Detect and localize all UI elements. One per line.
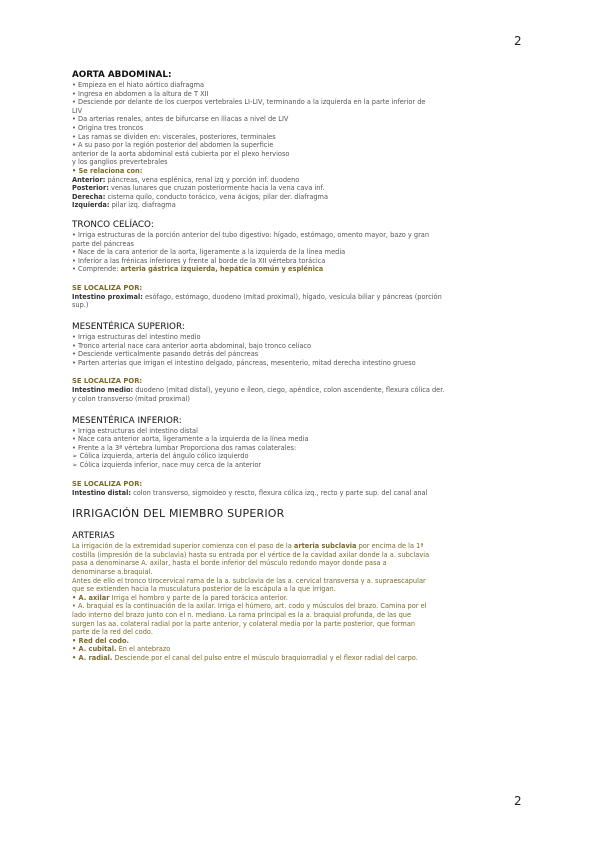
loc-title: SE LOCALIZA POR: (72, 283, 143, 292)
page-number-top: 2 (514, 34, 522, 48)
text-line: • Nace de la cara anterior de la aorta, ligeramente a la izquierda de la línea media (72, 248, 346, 257)
para-line: pasa a denominarse A. axilar, hasta el borde inferior del músculo redondo mayor donde pasa a (72, 559, 387, 568)
text-line: • Irriga estructuras de la porción anterior del tubo digestivo: hígado, estómago, omento mayor, bazo y gran (72, 230, 430, 239)
text-run-bold: arteria subclavia (293, 542, 357, 551)
relation-izquierda (72, 201, 532, 210)
text-line: • Tronco arterial nace cara anterior aorta abdominal, bajo tronco celíaco (72, 341, 312, 350)
text-line: LIV (72, 106, 83, 115)
text-line: ➢ Cólica izquierda, arteria del ángulo cólico izquierdo (72, 452, 249, 461)
text-line: • Empieza en el hiato aórtico diafragma (72, 81, 205, 89)
text-line: • Da arterias renales, antes de bifurcarse en iliacas a nivel de LIV (72, 115, 289, 124)
text-line: • Irriga estructuras del intestino distal (72, 426, 198, 435)
radial-text: Desciende por el canal del pulso entre el músculo braquiorradial y el flexor radial del carpo. (112, 653, 418, 662)
section-title-aorta: AORTA ABDOMINAL: (72, 70, 172, 80)
loc-text: esófago, estómago, duodeno (mitad proximal), hígado, vesícula biliar y páncreas (porción (142, 292, 442, 301)
text-line: • Nace cara anterior aorta, ligeramente a la izquierda de la línea media (72, 435, 309, 444)
text-run: por encima de la 1ª (356, 542, 424, 551)
text-line: • Frente a la 3ª vértebra lumbar Proporciona dos ramas colaterales: (72, 443, 297, 452)
section-title-irrigacion: IRRIGACIÓN DEL MIEMBRO SUPERIOR (72, 507, 285, 521)
subtitle-arterias: ARTERIAS (72, 531, 115, 542)
loc-line (72, 386, 532, 395)
relation-text: cisterna quilo, conducto torácico, vena ácigos, pilar der. diafragma (105, 192, 329, 201)
relation-anterior (72, 176, 532, 185)
radial-line (72, 654, 532, 663)
para-line (72, 542, 532, 551)
relation-text: páncreas, vena esplénica, renal izq y porción inf. duodeno (105, 175, 300, 184)
loc-line: sup.) (72, 301, 89, 310)
relation-derecha (72, 193, 532, 202)
red-codo-line: • Red del codo. (72, 636, 130, 645)
comprende-line (72, 265, 532, 274)
relation-text: venas lunares que cruzan posteriormente hacia la vena cava inf. (108, 184, 325, 193)
radial-label: • A. radial. (72, 653, 113, 662)
para-line: costilla (impresión de la subclavia) hasta su entrada por el vértice de la cavidad axilar donde la a. subclavia (72, 550, 430, 559)
text-line: • Irriga estructuras del intestino medio (72, 333, 201, 342)
axilar-line (72, 594, 532, 603)
cubital-line (72, 645, 532, 654)
section-title-mes-inf: MESENTÉRICA INFERIOR: (72, 415, 182, 426)
cubital-label: • A. cubital. (72, 645, 117, 654)
para-line: Antes de ello el tronco tirocervical rama de la a. subclavia de las a. cervical transversa y a. supraescapular (72, 576, 426, 585)
axilar-text: Irriga el hombro y parte de la pared torácica anterior. (109, 593, 288, 602)
text-line: • Origina tres troncos (72, 123, 144, 132)
braquial-line: parte de la red del codo. (72, 628, 153, 637)
loc-line: y colon transverso (mitad proximal) (72, 395, 190, 404)
braquial-line: • A. braquial es la continuación de la axilar. Irriga el húmero, art. codo y músculos del brazo. Camina por el (72, 602, 427, 611)
axilar-label: • A. axilar (72, 593, 110, 602)
cubital-text: En el antebrazo (116, 645, 171, 654)
text-line: • Inferior a las frénicas inferiores y frente al borde de la XII vértebra torácica (72, 256, 326, 265)
loc-title: SE LOCALIZA POR: (72, 479, 143, 488)
loc-title: SE LOCALIZA POR: (72, 377, 143, 386)
text-line: • Las ramas se dividen en: viscerales, posteriores, terminales (72, 132, 276, 141)
text-line: • A su paso por la región posterior del abdomen la superficie (72, 141, 274, 150)
relaciona-line: • Se relaciona con: (72, 166, 143, 175)
relation-text: pilar izq. diafragma (109, 201, 176, 210)
section-title-celiaco: TRONCO CELÍACO: (72, 219, 154, 230)
text-line: anterior de la aorta abdominal está cubierta por el plexo hervioso (72, 149, 290, 158)
loc-text: duodeno (mitad distal), yeyuno e íleon, ciego, apéndice, colon ascendente, flexura cólica der. (133, 386, 445, 395)
loc-line (72, 293, 532, 302)
text-line: parte del páncreas (72, 239, 134, 248)
loc-label: Intestino proximal: (72, 292, 143, 301)
document-body (72, 70, 532, 663)
relation-label: Posterior: (72, 184, 109, 193)
braquial-line: lado interno del brazo junto con el n. mediano. La rama principal es la a. braquial profunda, de las que (72, 610, 412, 619)
aorta-lines (72, 81, 532, 210)
section-title-mes-sup: MESENTÉRICA SUPERIOR: (72, 322, 185, 333)
loc-line (72, 489, 532, 498)
para-line: denominarse a.braquial. (72, 567, 153, 576)
text-line: • Desciende por delante de los cuerpos vertebrales LI-LIV, terminando a la izquierda en la parte inferior de (72, 98, 426, 107)
text-line: • Desciende verticalmente pasando detrás del páncreas (72, 350, 259, 359)
comprende-bold: arteria gástrica izquierda, hepática común y esplénica (120, 265, 324, 274)
loc-label: Intestino distal: (72, 488, 132, 497)
text-run: La irrigación de la extremidad superior comienza con el paso de la (72, 542, 294, 551)
relation-posterior (72, 184, 532, 193)
braquial-line: surgen las aa. colateral radial por la parte anterior, y colateral media por la parte posterior, que forman (72, 619, 416, 628)
loc-label: Intestino medio: (72, 386, 134, 395)
text-line: ➢ Cólica izquierda inferior, nace muy cerca de la anterior (72, 461, 262, 469)
relation-label: Izquierda: (72, 201, 110, 210)
comprende-prefix: • Comprende: (72, 265, 121, 274)
text-line: y los ganglios prevertebrales (72, 158, 168, 167)
para-line: que se extienden hacia la musculatura posterior de la escápula a la que irrigan. (72, 585, 336, 594)
text-line: • Parten arterias que irrigan el intestino delgado, páncreas, mesenterio, mitad derecha intestino grueso (72, 358, 416, 367)
relation-label: Anterior: (72, 175, 106, 184)
page-number-bottom: 2 (514, 794, 522, 808)
relation-label: Derecha: (72, 192, 106, 201)
loc-text: colon transverso, sigmoideo y rescto, flexura cólica izq., recto y parte sup. del canal anal (131, 488, 428, 497)
text-line: • Ingresa en abdomen a la altura de T XII (72, 89, 209, 98)
